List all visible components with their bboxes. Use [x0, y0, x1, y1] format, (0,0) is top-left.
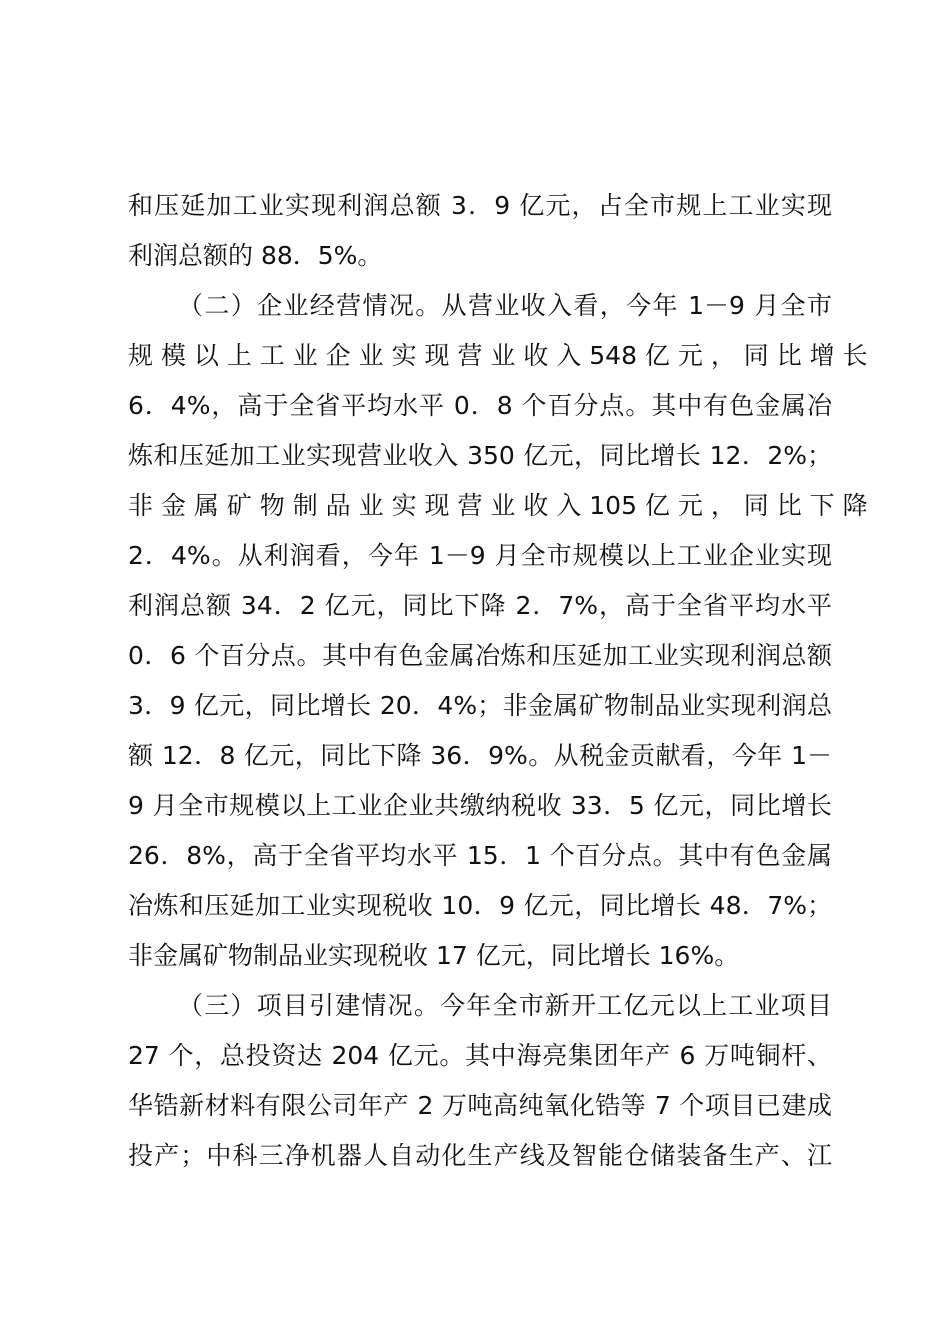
text-line: 冶炼和压延加工业实现税收 10．9 亿元，同比增长 48．7%； — [128, 891, 832, 920]
text-line: 投产；中科三净机器人自动化生产线及智能仓储装备生产、江 — [128, 1141, 832, 1170]
section-heading-line: （二）企业经营情况。从营业收入看，今年 1－9 月全市 — [178, 291, 832, 320]
text-line: 和压延加工业实现利润总额 3．9 亿元，占全市规上工业实现 — [128, 191, 832, 220]
text-line: 27 个，总投资达 204 亿元。其中海亮集团年产 6 万吨铜杆、 — [128, 1041, 832, 1070]
text-line: 6．4%，高于全省平均水平 0．8 个百分点。其中有色金属冶 — [128, 391, 832, 420]
text-line: 9 月全市规模以上工业企业共缴纳税收 33．5 亿元，同比增长 — [128, 791, 832, 820]
text-line: 炼和压延加工业实现营业收入 350 亿元，同比增长 12．2%； — [128, 441, 832, 470]
text-line: 26．8%，高于全省平均水平 15．1 个百分点。其中有色金属 — [128, 841, 832, 870]
text-line: 利润总额 34．2 亿元，同比下降 2．7%，高于全省平均水平 — [128, 591, 832, 620]
text-line: 0．6 个百分点。其中有色金属冶炼和压延加工业实现利润总额 — [128, 641, 832, 670]
section-heading-line: （三）项目引建情况。今年全市新开工亿元以上工业项目 — [178, 991, 832, 1020]
text-line: 非 金 属 矿 物 制 品 业 实 现 营 业 收 入 105 亿 元 ， 同 比 下 降 — [128, 491, 868, 520]
text-line: 3．9 亿元，同比增长 20．4%；非金属矿物制品业实现利润总 — [128, 691, 832, 720]
text-line: 非金属矿物制品业实现税收 17 亿元，同比增长 16%。 — [128, 941, 740, 970]
text-line: 规 模 以 上 工 业 企 业 实 现 营 业 收 入 548 亿 元 ， 同 比 增 长 — [128, 341, 868, 370]
text-line: 利润总额的 88．5%。 — [128, 241, 383, 270]
text-line: 华锆新材料有限公司年产 2 万吨高纯氧化锆等 7 个项目已建成 — [128, 1091, 832, 1120]
text-line: 额 12．8 亿元，同比下降 36．9%。从税金贡献看，今年 1－ — [128, 741, 832, 770]
text-line: 2．4%。从利润看，今年 1－9 月全市规模以上工业企业实现 — [128, 541, 832, 570]
